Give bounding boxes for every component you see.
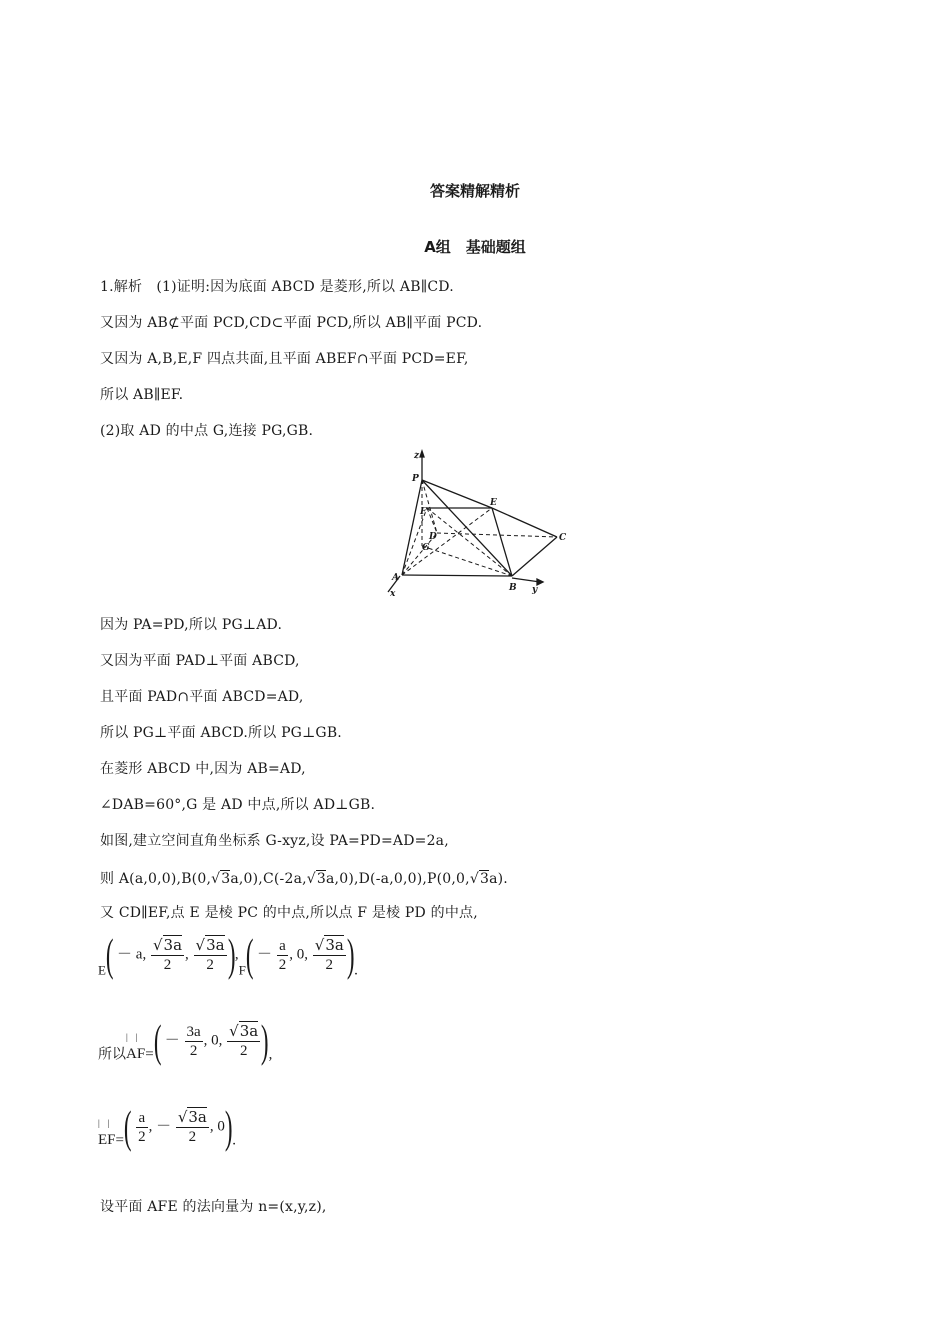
text-line-last: 设平面 AFE 的法向量为 n=(x,y,z), bbox=[100, 1199, 327, 1215]
sqrt-symbol: √3 bbox=[469, 871, 490, 887]
label-G: G bbox=[422, 543, 430, 553]
label-B: B bbox=[509, 583, 517, 593]
text-line-7: 又因为平面 PAD⊥平面 ABCD, bbox=[100, 653, 300, 669]
pyramid-figure bbox=[382, 448, 582, 600]
text-line-11: ∠DAB=60°,G 是 AD 中点,所以 AD⊥GB. bbox=[100, 797, 376, 813]
label-A: A bbox=[392, 573, 399, 583]
label-x: x bbox=[390, 589, 396, 599]
vector-AF: 所以 || AF=( － $\frac{3a}{2}$ , 0, $\frac{√3a}{2}$ ), bbox=[98, 1015, 273, 1066]
vector-EF: || EF=( $\frac{a}{2}$ , － $\frac{√3a}{2}$ , 0). bbox=[98, 1101, 236, 1152]
text-line-14: 又 CD∥EF,点 E 是棱 PC 的中点,所以点 F 是棱 PD 的中点, bbox=[100, 905, 478, 921]
coordinates-line bbox=[100, 868, 508, 888]
coords-part-b: a,0),C(-2a, bbox=[230, 871, 307, 887]
label-y: y bbox=[532, 585, 538, 595]
label-P: P bbox=[412, 474, 419, 484]
label-D: D bbox=[429, 532, 437, 542]
label-C: C bbox=[559, 533, 567, 543]
label-F: F bbox=[420, 507, 427, 517]
text-line-12: 如图,建立空间直角坐标系 G-xyz,设 PA=PD=AD=2a, bbox=[100, 833, 449, 849]
section-title: A组 基础题组 bbox=[424, 238, 526, 256]
y-axis bbox=[512, 578, 540, 582]
page-title: 答案精解精析 bbox=[429, 182, 520, 200]
text-line-3: 又因为 A,B,E,F 四点共面,且平面 ABEF∩平面 PCD=EF, bbox=[100, 351, 469, 367]
text-line-2: 又因为 AB⊄平面 PCD,CD⊂平面 PCD,所以 AB∥平面 PCD. bbox=[100, 315, 483, 331]
text-line-9: 所以 PG⊥平面 ABCD.所以 PG⊥GB. bbox=[100, 725, 342, 741]
sqrt-symbol: √3 bbox=[306, 871, 327, 887]
coords-part-d: a). bbox=[489, 871, 508, 887]
point-E-F-coordinates: E( － a, $\frac{√3a}{2}$ , $\frac{√3a}{2}$ ),F( － $\frac{a}{2}$ , 0, $\frac{√3a}{2}$ ). bbox=[98, 929, 358, 980]
coords-part-c: a,0),D(-a,0,0),P(0,0, bbox=[326, 871, 470, 887]
sqrt-symbol: √3 bbox=[211, 871, 231, 887]
text-line-8: 且平面 PAD∩平面 ABCD=AD, bbox=[100, 689, 304, 705]
text-line-4: 所以 AB∥EF. bbox=[100, 387, 184, 403]
text-line-5: (2)取 AD 的中点 G,连接 PG,GB. bbox=[100, 423, 314, 439]
label-E: E bbox=[490, 498, 497, 508]
label-z: z bbox=[414, 451, 420, 461]
text-line-6: 因为 PA=PD,所以 PG⊥AD. bbox=[100, 617, 283, 633]
coords-part-a: 则 A(a,0,0),B(0, bbox=[100, 871, 212, 887]
text-line-10: 在菱形 ABCD 中,因为 AB=AD, bbox=[100, 761, 306, 777]
text-line-1: 1.解析 (1)证明:因为底面 ABCD 是菱形,所以 AB∥CD. bbox=[100, 279, 454, 295]
